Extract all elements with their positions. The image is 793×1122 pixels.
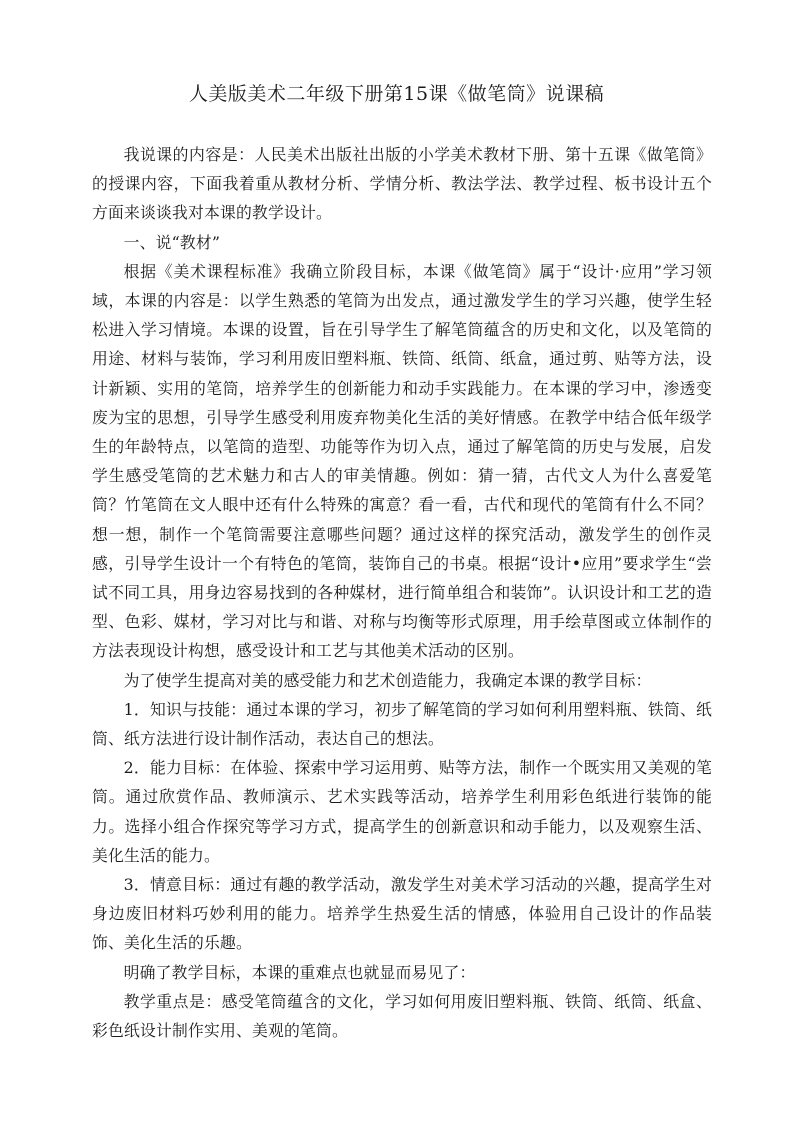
document-body [92,140,712,1045]
paragraph-key-point: 教学重点是：感受笔筒蕴含的文化，学习如何用废旧塑料瓶、铁筒、纸筒、纸盒、彩色纸设计制作实用、美观的笔筒。 [92,991,712,1041]
paragraph-goals-intro: 为了使学生提高对美的感受能力和艺术创造能力，我确定本课的教学目标： [123,670,652,690]
paragraph-textbook-analysis: 根据《美术课程标准》我确立阶段目标，本课《做笔筒》属于“设计·应用”学习领域，本课的内容是：以学生熟悉的笔筒为出发点，通过激发学生的学习兴趣，使学生轻松进入学习情境。本课的设置，旨在引导学生了解笔筒蕴含的历史和文化，以及笔筒的用途、材料与装饰，学习利用废旧塑料瓶、铁筒、纸筒、纸盒，通过剪、贴等方法，设计新颖、实用的笔筒，培养学生的创新能力和动手实践能力。在本课的学习中，渗透变废为宝的思想，引导学生感受利用废弃物美化生活的美好情感。在教学中结合低年级学生的年龄特点，以笔筒的造型、功能等作为切入点，通过了解笔筒的历史与发展，启发学生感受笔筒的艺术魅力和古人的审美情趣。例如：猜一猜，古代文人为什么喜爱笔筒？竹笔筒在文人眼中还有什么特殊的寓意？看一看，古代和现代的笔筒有什么不同？想一想，制作一个笔筒需要注意哪些问题？通过这样的探究活动，激发学生的创作灵感，引导学生设计一个有特色的笔筒，装饰自己的书桌。根据“设计•应用”要求学生“尝试不同工具，用身边容易找到的各种媒材，进行简单组合和装饰”。认识设计和工艺的造型、色彩、媒材，学习对比与和谐、对称与均衡等形式原理，用手绘草图或立体制作的方法表现设计构想，感受设计和工艺与其他美术活动的区别。 [92,261,712,661]
paragraph-key-points-intro: 明确了教学目标，本课的重难点也就显而易见了： [123,962,476,982]
paragraph-intro: 我说课的内容是：人民美术出版社出版的小学美术教材下册、第十五课《做笔筒》的授课内容，下面我着重从教材分析、学情分析、教法学法、教学过程、板书设计五个方面来谈谈我对本课的教学设计。 [92,145,712,223]
section-heading-textbook: 一、说“教材” [123,232,221,252]
paragraph-goal-knowledge: 1．知识与技能：通过本课的学习，初步了解笔筒的学习如何利用塑料瓶、铁筒、纸筒、纸方法进行设计制作活动，表达自己的想法。 [92,699,712,749]
paragraph-goal-ability: 2．能力目标：在体验、探索中学习运用剪、贴等方法，制作一个既实用又美观的笔筒。通过欣赏作品、教师演示、艺术实践等活动，培养学生利用彩色纸进行装饰的能力。选择小组合作探究等学习方式，提高学生的创新意识和动手能力，以及观察生活、美化生活的能力。 [92,758,712,865]
document-title: 人美版美术二年级下册第15课《做笔筒》说课稿 [188,83,605,105]
paragraph-goal-emotion: 3．情意目标：通过有趣的教学活动，激发学生对美术学习活动的兴趣，提高学生对身边废旧材料巧妙利用的能力。培养学生热爱生活的情感，体验用自己设计的作品装饰、美化生活的乐趣。 [92,875,712,953]
